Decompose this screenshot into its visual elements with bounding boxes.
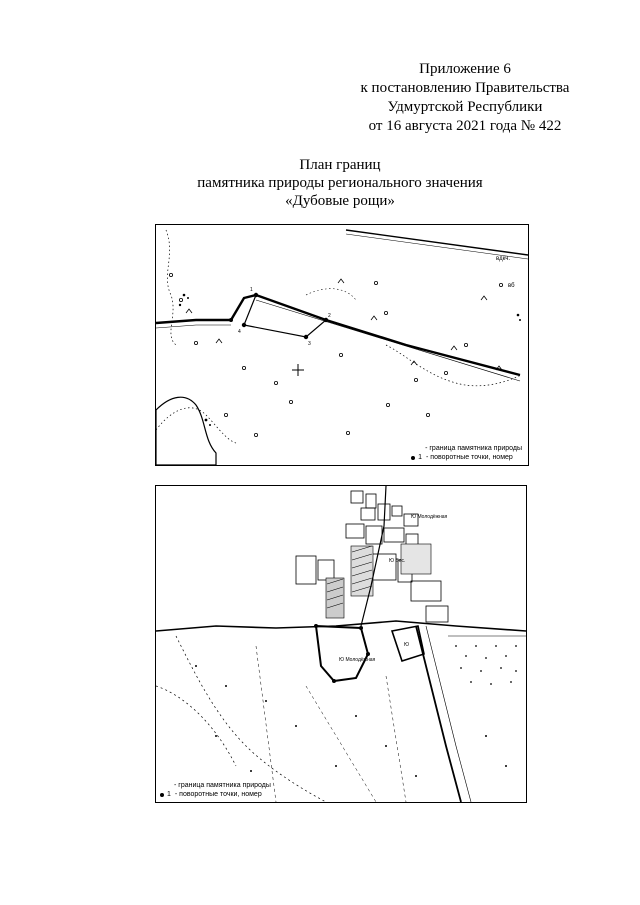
legend-boundary-label: - граница памятника природы <box>425 445 522 452</box>
legend-points-row <box>411 453 522 462</box>
svg-text:Ю Молодёжная: Ю Молодёжная <box>411 514 448 520</box>
map-2-drawing <box>156 486 526 802</box>
appendix-reference: к постановлению Правительства <box>360 80 570 96</box>
legend-points-number: 1 <box>167 791 171 798</box>
map-1-legend <box>411 444 522 462</box>
point-marker-icon <box>160 793 164 797</box>
legend-points-label: - поворотные точки, номер <box>426 454 513 461</box>
map-1-drawing <box>156 225 528 465</box>
legend-points-number: 1 <box>418 454 422 461</box>
title-line-2: памятника природы регионального значения <box>197 175 483 191</box>
appendix-header <box>300 60 630 136</box>
legend-boundary-label: - граница памятника природы <box>174 782 271 789</box>
appendix-number: Приложение 6 <box>419 61 511 77</box>
svg-text:1: 1 <box>250 287 253 293</box>
appendix-issuer: Удмуртской Республики <box>387 99 543 115</box>
legend-boundary-row <box>411 444 522 453</box>
title-line-1: План границ <box>299 157 381 173</box>
legend-points-row <box>160 790 271 799</box>
appendix-date: от 16 августа 2021 года № 422 <box>368 118 562 134</box>
document-title <box>140 156 540 210</box>
svg-text:Ю Вес.: Ю Вес. <box>389 558 406 564</box>
boundary-map-2 <box>155 485 527 803</box>
svg-text:вб: вб <box>508 283 515 289</box>
boundary-map-1 <box>155 224 529 466</box>
svg-text:вдкч.: вдкч. <box>496 256 511 262</box>
svg-text:3: 3 <box>308 341 311 347</box>
title-line-3: «Дубовые рощи» <box>285 193 395 209</box>
legend-points-label: - поворотные точки, номер <box>174 791 262 798</box>
legend-boundary-row <box>160 781 271 790</box>
svg-text:Ю Молодёжная: Ю Молодёжная <box>339 657 376 663</box>
svg-text:4: 4 <box>238 329 241 335</box>
svg-text:2: 2 <box>328 313 331 319</box>
map-2-legend <box>160 781 271 799</box>
svg-text:Ю: Ю <box>404 642 410 648</box>
point-marker-icon <box>411 456 415 460</box>
